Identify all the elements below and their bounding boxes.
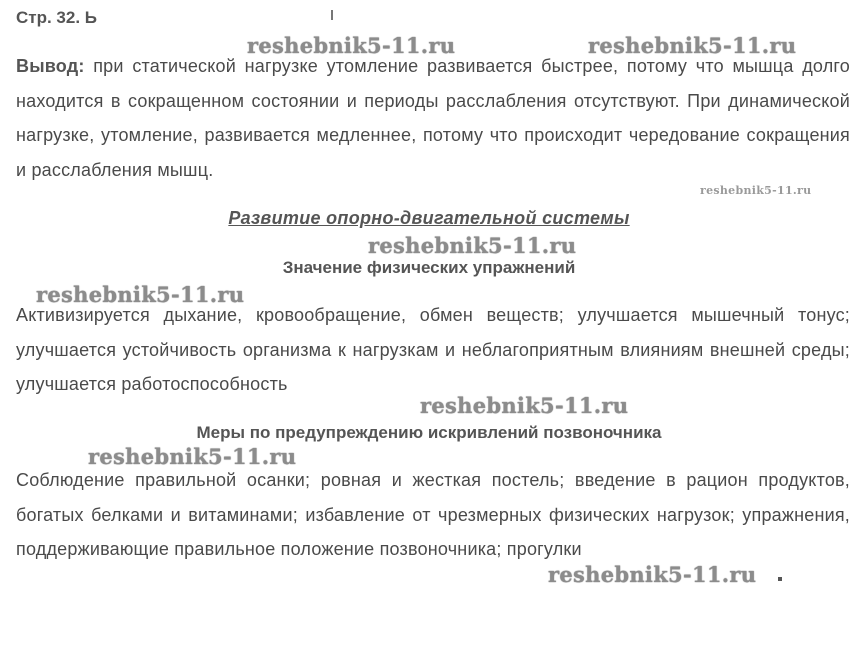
exercises-paragraph: Активизируется дыхание, кровообращение, обмен веществ; улучшается мышечный тонус; улучшается устойчивость организма к нагрузкам и неблагоприятным влияниям внешней среды; улучшается работоспособность [16, 305, 850, 394]
section-title: Развитие опорно-двигательной системы [228, 208, 630, 228]
subsection-title-exercises: Значение физических упражнений [282, 258, 576, 277]
spine-paragraph: Соблюдение правильной осанки; ровная и жесткая постель; введение в рацион продуктов, богатых белками и витаминами; избавление от чрезмерных физических нагрузок; упражнения, поддерживающие правильное положение позвоночника; прогулки [16, 470, 850, 559]
watermark: reshebnik5-11.ru [88, 444, 297, 469]
watermark: reshebnik5-11.ru [368, 233, 577, 258]
stray-dot [778, 577, 782, 581]
watermark: reshebnik5-11.ru [247, 33, 456, 58]
conclusion-lead: Вывод: [16, 56, 85, 76]
watermark: reshebnik5-11.ru [420, 393, 629, 418]
subsection-title-spine: Меры по предупреждению искривлений позвоночника [196, 423, 662, 442]
watermark: reshebnik5-11.ru [588, 33, 797, 58]
conclusion-paragraph [16, 49, 850, 187]
page-header: Стр. 32. Ь [16, 8, 98, 27]
watermark: reshebnik5-11.ru [548, 562, 757, 587]
watermark: reshebnik5-11.ru [700, 184, 812, 197]
conclusion-text: при статической нагрузке утомление развивается быстрее, потому что мышца долго находится в сокращенном состоянии и периоды расслабления отсутствуют. При динамической нагрузке, утомление, развивается медленнее, потому что происходит чередование сокращения и расслабления мышц. [16, 56, 850, 180]
watermark: reshebnik5-11.ru [36, 282, 245, 307]
header-mark [331, 10, 333, 20]
